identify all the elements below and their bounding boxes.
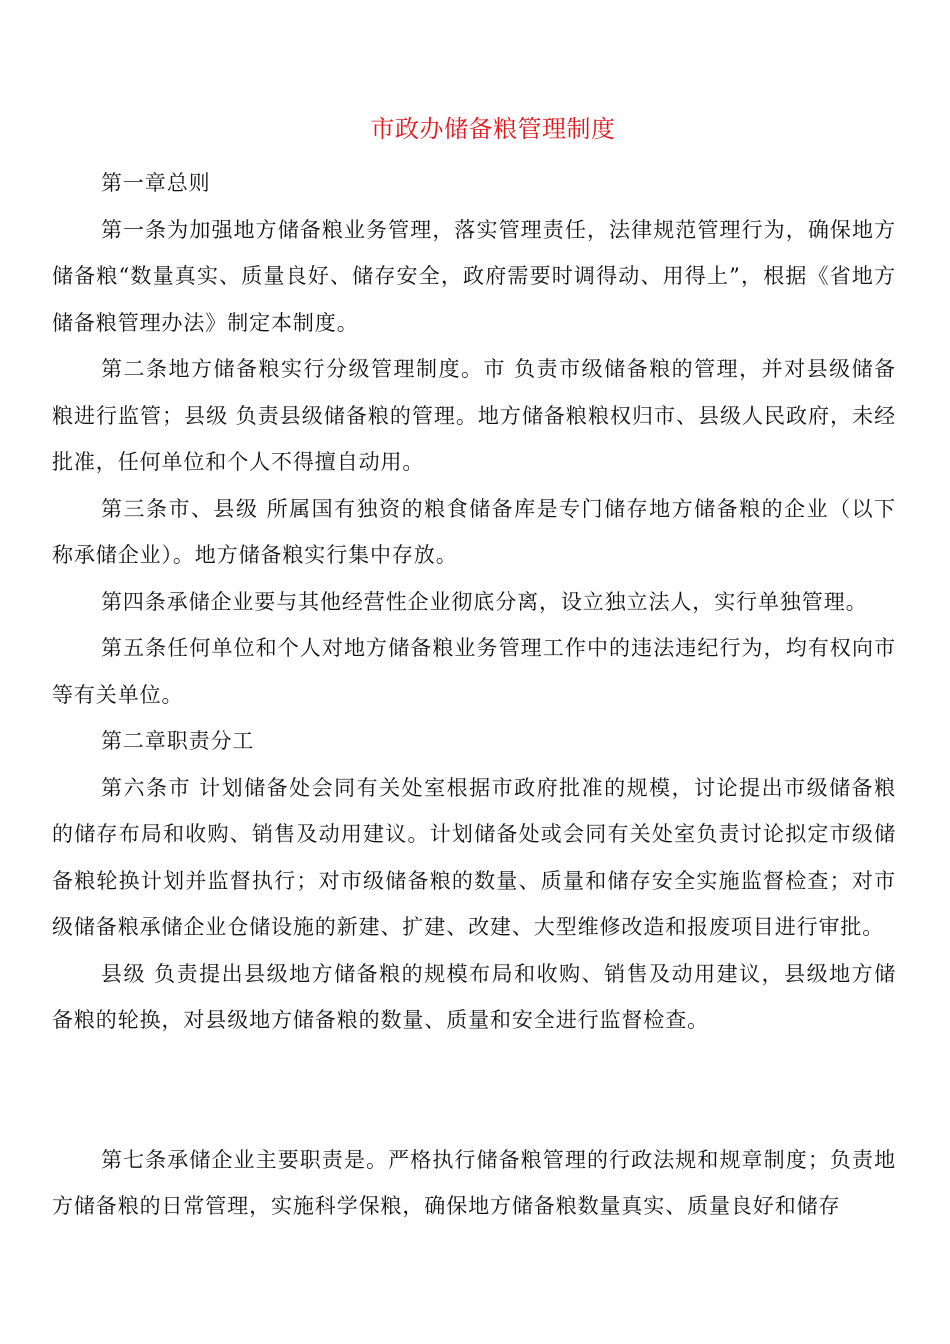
article-paragraph: 第六条市 计划储备处会同有关处室根据市政府批准的规模，讨论提出市级储备粮的储存布局和收购、销售及动用建议。计划储备处或会同有关处室负责讨论拟定市级储备粮轮换计划并监督执行；对市级储备粮的数量、质量和储存安全实施监督检查；对市级储备粮承储企业仓储设施的新建、扩建、改建、大型维修改造和报废项目进行审批。 (52, 775, 896, 939)
chapter-heading: 第二章职责分工 (101, 729, 255, 753)
document-body (52, 160, 896, 1230)
article-paragraph: 县级 负责提出县级地方储备粮的规模布局和收购、销售及动用建议，县级地方储备粮的轮换，对县级地方储备粮的数量、质量和安全进行监督检查。 (52, 961, 896, 1032)
blank-space (52, 1044, 896, 1137)
article-paragraph: 第一条为加强地方储备粮业务管理，落实管理责任，法律规范管理行为，确保地方储备粮“数量真实、质量良好、储存安全，政府需要时调得动、用得上”，根据《省地方储备粮管理办法》制定本制度。 (52, 217, 896, 335)
article-paragraph: 第二条地方储备粮实行分级管理制度。市 负责市级储备粮的管理，并对县级储备粮进行监管；县级 负责县级储备粮的管理。地方储备粮粮权归市、县级人民政府，未经批准，任何单位和个人不得擅自动用。 (52, 357, 896, 474)
chapter-heading: 第一章总则 (101, 171, 211, 195)
document-title: 市政办储备粮管理制度 (370, 115, 616, 143)
article-paragraph: 第七条承储企业主要职责是。严格执行储备粮管理的行政法规和规章制度；负责地方储备粮的日常管理，实施科学保粮，确保地方储备粮数量真实、质量良好和储存 (52, 1147, 896, 1218)
article-paragraph: 第四条承储企业要与其他经营性企业彻底分离，设立独立法人，实行单独管理。 (101, 589, 868, 614)
article-paragraph: 第三条市、县级 所属国有独资的粮食储备库是专门储存地方储备粮的企业（以下称承储企业）。地方储备粮实行集中存放。 (52, 496, 896, 567)
article-paragraph: 第五条任何单位和个人对地方储备粮业务管理工作中的违法违纪行为，均有权向市 等有关单位。 (52, 636, 896, 707)
